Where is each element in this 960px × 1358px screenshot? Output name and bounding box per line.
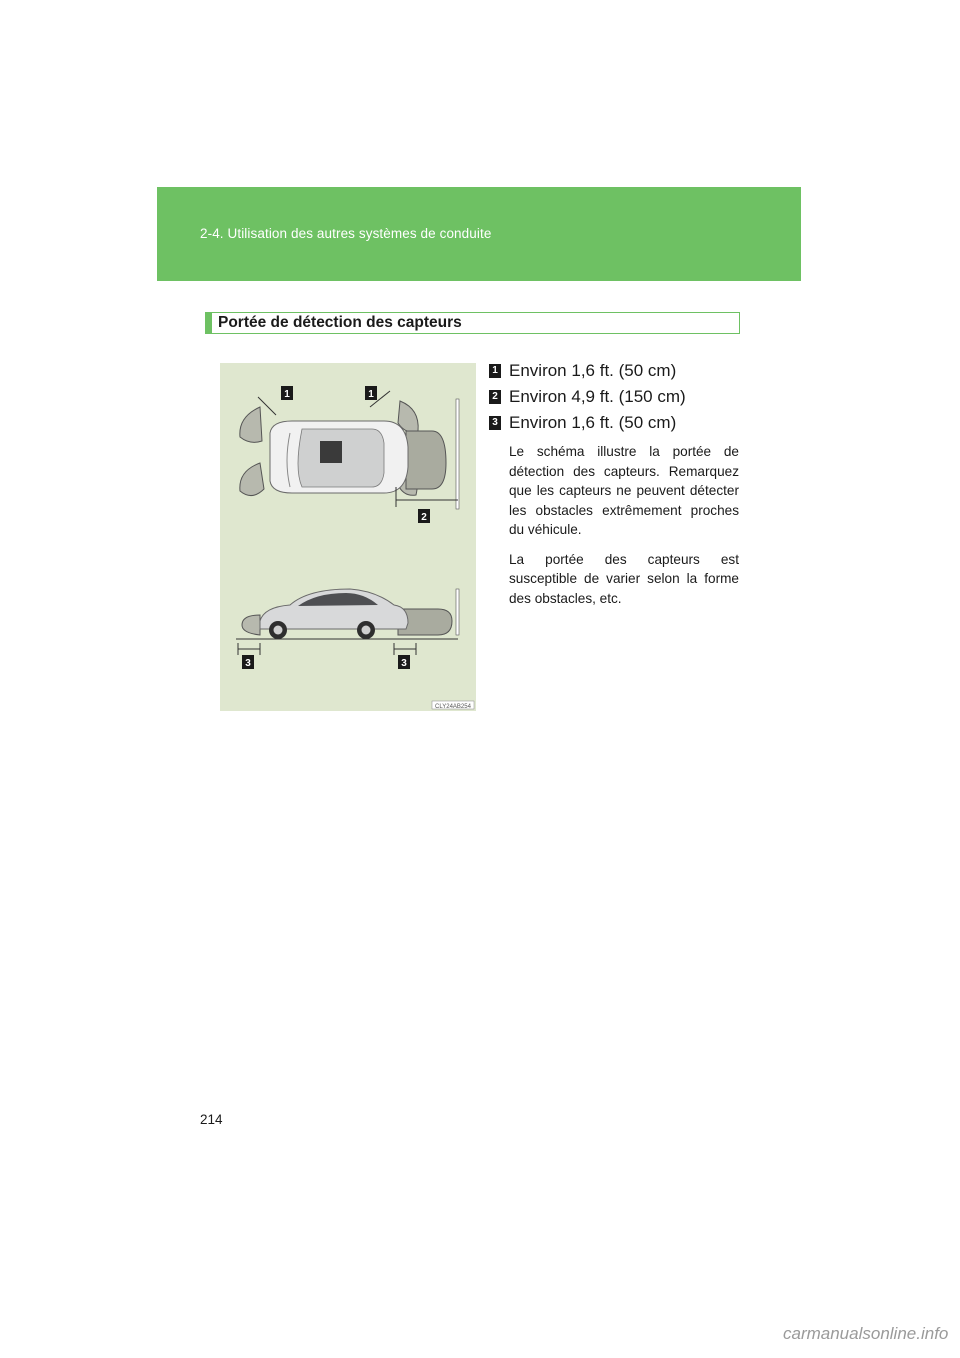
- marker-3-right: [398, 655, 410, 669]
- svg-text:1: 1: [284, 389, 290, 400]
- notes-block: [509, 442, 739, 618]
- car-top-view: [270, 421, 408, 493]
- note-paragraph-2: La portée des capteurs est susceptible de varier selon la forme des obstacles, etc.: [509, 551, 739, 606]
- sensor-range-diagram: [220, 363, 476, 711]
- legend-text-2: Environ 4,9 ft. (150 cm): [509, 387, 686, 406]
- chapter-heading: 2-4. Utilisation des autres systèmes de conduite: [200, 226, 492, 241]
- legend-item-2: [489, 384, 741, 410]
- svg-text:3: 3: [245, 658, 251, 669]
- number-badge-3: 3: [489, 416, 501, 430]
- car-side-view: [260, 589, 408, 639]
- marker-1-left: [281, 386, 293, 400]
- legend-text-1: Environ 1,6 ft. (50 cm): [509, 361, 677, 380]
- svg-text:2: 2: [421, 512, 427, 523]
- legend-item-3: [489, 410, 741, 436]
- watermark: carmanualsonline.info: [783, 1324, 949, 1343]
- legend-text-3: Environ 1,6 ft. (50 cm): [509, 413, 677, 432]
- number-badge-1: 1: [489, 364, 501, 378]
- marker-3-left: [242, 655, 254, 669]
- figure-code: CLY24AB254: [435, 704, 471, 710]
- number-badge-2: 2: [489, 390, 501, 404]
- svg-text:1: 1: [368, 389, 374, 400]
- marker-1-right: [365, 386, 377, 400]
- section-title: Portée de détection des capteurs: [205, 312, 740, 334]
- legend-list: [489, 358, 741, 436]
- page-number: 214: [200, 1112, 223, 1127]
- legend-item-1: [489, 358, 741, 384]
- svg-text:3: 3: [401, 658, 407, 669]
- marker-2: [418, 509, 430, 523]
- note-paragraph-1: Le schéma illustre la portée de détection des capteurs. Remarquez que les capteurs ne peuvent détecter les obstacles extrêmement proches du véhicule.: [509, 444, 739, 537]
